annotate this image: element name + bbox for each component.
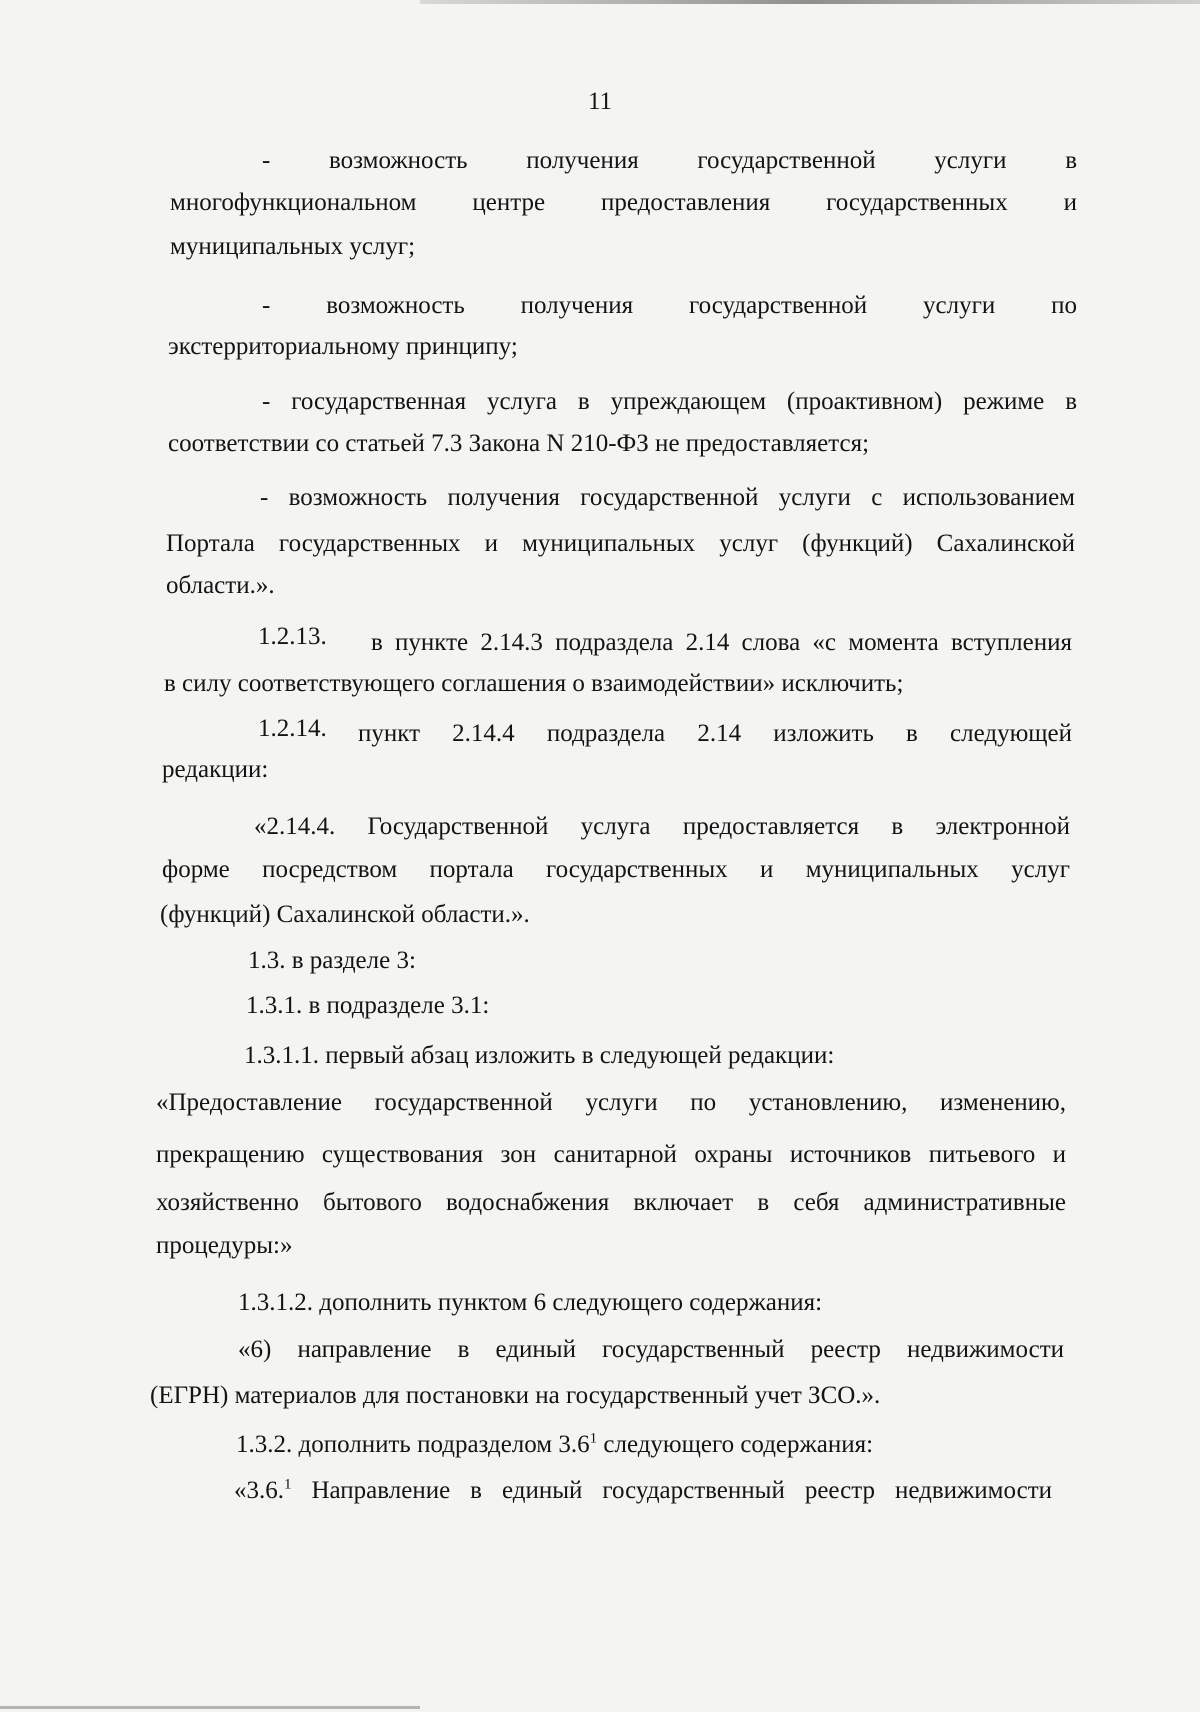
text-line: форме посредством портала государственных и муниципальных услуг <box>162 856 1070 883</box>
superscript: 1 <box>284 1476 292 1493</box>
text-line: 1.3. в разделе 3: <box>248 947 416 974</box>
text-line: «6) направление в единый государственный реестр недвижимости <box>238 1336 1064 1363</box>
scan-top-edge <box>420 0 1200 4</box>
text-line: - государственная услуга в упреждающем (проактивном) режиме в <box>262 388 1077 415</box>
text-line: - возможность получения государственной услуги с использованием <box>260 484 1075 511</box>
text-line: Портала государственных и муниципальных услуг (функций) Сахалинской <box>166 530 1075 557</box>
clause-number: 1.2.13. <box>258 623 327 650</box>
text-line: области.». <box>166 572 275 599</box>
text-line: 1.3.1. в подразделе 3.1: <box>246 992 490 1019</box>
text-line: пункт 2.14.4 подраздела 2.14 изложить в следующей <box>358 720 1072 747</box>
page-number: 11 <box>587 88 613 115</box>
text-fragment: 1.3.2. дополнить подразделом 3.6 <box>236 1431 590 1458</box>
text-line: «2.14.4. Государственной услуга предоставляется в электронной <box>254 813 1070 840</box>
text-line: - возможность получения государственной услуги в <box>262 147 1077 174</box>
clause-number: 1.2.14. <box>258 715 327 742</box>
text-line: «Предоставление государственной услуги по установлению, изменению, <box>156 1089 1066 1116</box>
text-line: в силу соответствующего соглашения о взаимодействии» исключить; <box>164 670 904 697</box>
text-fragment: следующего содержания: <box>597 1431 874 1458</box>
text-line: экстерриториальному принципу; <box>168 333 518 360</box>
text-line: процедуры:» <box>156 1232 293 1259</box>
text-line: - возможность получения государственной услуги по <box>262 292 1077 319</box>
text-line: 1.3.1.1. первый абзац изложить в следующей редакции: <box>244 1042 835 1069</box>
text-line: редакции: <box>162 756 269 783</box>
text-line: многофункциональном центре предоставления государственных и <box>170 189 1077 216</box>
superscript: 1 <box>589 1430 598 1447</box>
text-fragment: Направление в единый государственный реестр недвижимости <box>291 1477 1052 1504</box>
text-line: (ЕГРН) материалов для постановки на государственный учет ЗСО.». <box>150 1382 881 1409</box>
text-line <box>234 1474 1052 1508</box>
text-line <box>236 1428 873 1462</box>
text-line: 1.3.1.2. дополнить пунктом 6 следующего содержания: <box>238 1289 823 1316</box>
text-line: соответствии со статьей 7.3 Закона N 210-ФЗ не предоставляется; <box>168 430 870 457</box>
text-line: прекращению существования зон санитарной охраны источников питьевого и <box>156 1141 1066 1168</box>
scan-bottom-edge <box>0 1706 420 1709</box>
text-line: в пункте 2.14.3 подраздела 2.14 слова «с момента вступления <box>371 629 1072 656</box>
text-line: (функций) Сахалинской области.». <box>160 901 530 928</box>
text-line: хозяйственно бытового водоснабжения включает в себя административные <box>156 1189 1066 1216</box>
text-line: муниципальных услуг; <box>170 233 416 260</box>
text-fragment: «3.6. <box>234 1477 284 1504</box>
